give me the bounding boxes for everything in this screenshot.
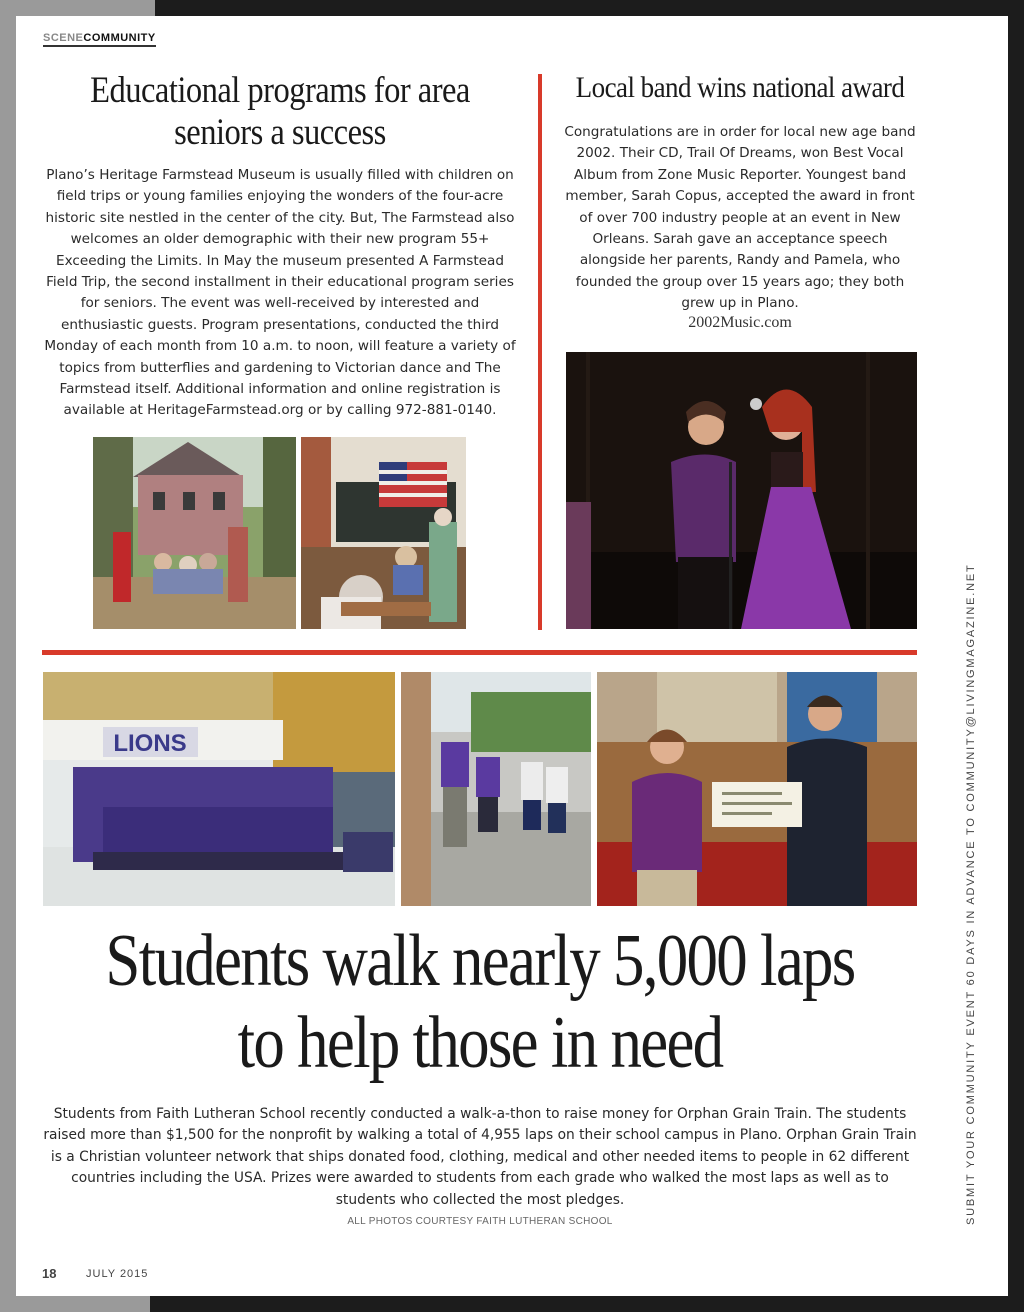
section-divider	[42, 650, 917, 655]
band-body: Congratulations are in order for local new age band 2002. Their CD, Trail Of Dreams, won Best Vocal Album from Zone Music Reporter. Youngest band member, Sarah Copus, accepted the award in front of over 700 industry people at an event in New Orleans. Sarah gave an acceptance speech alongside her parents, Randy and Pamela, who founded the group over 15 years ago; they both grew up in Plano.	[564, 124, 916, 312]
page-frame-bottom	[150, 1296, 1024, 1312]
issue-date: JULY 2015	[86, 1268, 149, 1280]
page-frame-bottom-left	[0, 1296, 150, 1312]
column-divider	[538, 74, 542, 630]
schoolroom-photo	[301, 437, 466, 629]
page-number: 18	[42, 1266, 57, 1281]
gym-group-photo	[43, 672, 395, 906]
page-frame-left	[0, 0, 16, 1312]
students-headline	[98, 920, 863, 1084]
farmstead-house-photo	[93, 437, 296, 629]
section-tag-community: COMMUNITY	[83, 32, 156, 44]
lions-banner: LIONS	[113, 730, 187, 757]
photo-credit: ALL PHOTOS COURTESY FAITH LUTHERAN SCHOOL	[347, 1216, 613, 1227]
band-url: 2002Music.com	[688, 314, 792, 331]
students-walking-photo	[401, 672, 591, 906]
page-frame-right	[1008, 0, 1024, 1312]
band-headline: Local band wins national award	[575, 71, 905, 104]
section-tag-scene: SCENE	[43, 32, 84, 44]
page-frame-top	[155, 0, 1024, 16]
students-headline-line2: to help those in need	[237, 1002, 723, 1084]
band-award-photo	[566, 352, 917, 629]
submit-event-sidebar: SUBMIT YOUR COMMUNITY EVENT 60 DAYS IN ADVANCE TO COMMUNITY@LIVINGMAGAZINE.NET	[965, 563, 977, 1225]
students-headline-line1: Students walk nearly 5,000 laps	[105, 920, 855, 1002]
edu-body: Plano’s Heritage Farmstead Museum is usually filled with children on field trips or young families enjoying the wonders of the four-acre historic site nestled in the center of the city. But, The Farmstead also welcomes an older demographic with their new program 55+ Exceeding the Limits. In May the museum presented A Farmstead Field Trip, the second installment in their educational program series for seniors. The event was well-received by interested and enthusiastic guests. Program presentations, conducted the third Monday of each month from 10 a.m. to noon, will feature a variety of topics from butterflies and gardening to Victorian dance and The Farmstead itself. Additional information and online registration is available at HeritageFarmstead.org or by calling 972-881-0140.	[44, 167, 516, 419]
section-tag	[43, 32, 156, 47]
students-body: Students from Faith Lutheran School recently conducted a walk-a-thon to raise money for Orphan Grain Train. The students raised more than $1,500 for the nonprofit by walking a total of 4,955 laps on their school campus in Plano. Orphan Grain Train is a Christian volunteer network that ships donated food, clothing, medical and other needed items to people in 62 different countries including the USA. Prizes were awarded to students from each grade who walked the most laps as well as to students who collected the most pledges.	[43, 1106, 917, 1208]
page-frame-top-left	[0, 0, 155, 16]
check-presentation-photo	[597, 672, 917, 906]
edu-headline: Educational programs for area seniors a success	[90, 70, 470, 153]
